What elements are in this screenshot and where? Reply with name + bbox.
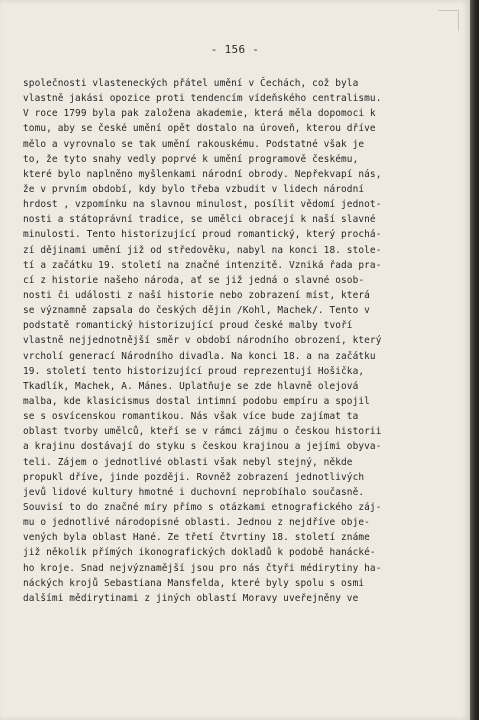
text-line: vlastně nejjednotnější směr v období národního obrození, který — [23, 335, 382, 347]
text-line: Souvisí to do značné míry přímo s otázkami etnografického záj- — [23, 501, 382, 513]
corner-fold-mark — [438, 10, 459, 31]
text-line: nosti a státoprávní tradice, se umělci obracejí k naší slavné — [23, 214, 376, 226]
text-line: hrdost , vzpomínku na slavnou minulost, posílit vědomí jednot- — [23, 199, 382, 211]
text-line: se s osvícenskou romantikou. Nás však více bude zajímat ta — [23, 411, 359, 423]
text-line: mělo a vyrovnalo se tak umění rakouskému. Podstatné však je — [23, 138, 365, 150]
text-line: podstatě romantický historizující proud české malby tvoří — [23, 320, 353, 332]
text-line: oblast tvorby umělců, kteří se v rámci zájmu o českou historii — [23, 426, 382, 438]
text-line: nosti či události z naší historie nebo zobrazení míst, která — [23, 289, 370, 301]
text-line: již několik přímých ikonografických dokladů k podobě hanácké- — [23, 547, 376, 559]
text-line: dalšími mědirytinami z jiných oblastí Moravy uveřejněny ve — [23, 592, 359, 604]
text-line: ho kroje. Snad nejvýznamější jsou pro nás čtyři médirytiny ha- — [23, 562, 382, 574]
text-line: malba, kde klasicismus dostal intimní podobu empíru a spojil — [23, 395, 370, 407]
text-line: tomu, aby se české umění opět dostalo na úroveň, kterou dříve — [23, 123, 376, 135]
scan-edge-shadow — [470, 0, 479, 720]
page-number: - 156 - — [210, 43, 260, 56]
text-line: teli. Zájem o jednotlivé oblasti však nebyl stejný, někde — [23, 456, 353, 468]
text-line: se významně zapsala do českých dějin /Kohl, Machek/. Tento v — [23, 305, 370, 317]
text-line: tí a začátku 19. století na značné intenzitě. Vzniká řada pra- — [23, 259, 382, 271]
text-line: minulosti. Tento historizující proud romantický, který prochá- — [23, 229, 382, 241]
text-line: propukl dříve, jinde později. Rovněž zobrazení jednotlivých — [23, 471, 365, 483]
text-line: Tkadlík, Machek, A. Mánes. Uplatňuje se zde hlavně olejová — [23, 380, 359, 392]
text-line: 19. století tento historizující proud reprezentují Hošička, — [23, 365, 365, 377]
text-line: jevů lidové kultury hmotné i duchovní neprobíhalo současně. — [23, 486, 365, 498]
text-line: vrcholí generací Národního divadla. Na konci 18. a na začátku — [23, 350, 376, 362]
text-line: mu o jednotlivé národopisné oblasti. Jednou z nejdříve obje- — [23, 517, 370, 529]
text-line: zí dějinami umění již od středověku, nabyl na konci 18. stole- — [23, 244, 382, 256]
text-line: to, že tyto snahy vedly poprvé k umění programově českému, — [23, 153, 359, 165]
text-line: vlastně jakási opozice proti tendencím vídeňského centralismu. — [23, 93, 382, 105]
text-line: a krajinu dostávají do styku s českou krajinou a jejími obyva- — [23, 441, 382, 453]
text-line: které bylo naplněno myšlenkami národní obrody. Nepřekvapí nás, — [23, 168, 382, 180]
body-text — [23, 76, 463, 606]
text-line: vených byla oblast Hané. Ze třetí čtvrtiny 18. století známe — [23, 532, 370, 544]
text-line: že v prvním období, kdy bylo třeba vzbudit v lidech národní — [23, 183, 365, 195]
text-line: cí z historie našeho národa, ať se již jedná o slavné osob- — [23, 274, 365, 286]
text-line: společnosti vlasteneckých přátel umění v Čechách, což byla — [23, 78, 359, 89]
text-line: V roce 1799 byla pak založena akademie, která měla dopomoci k — [23, 108, 376, 120]
text-line: náckých krojů Sebastiana Mansfelda, které byly spolu s osmi — [23, 577, 365, 589]
